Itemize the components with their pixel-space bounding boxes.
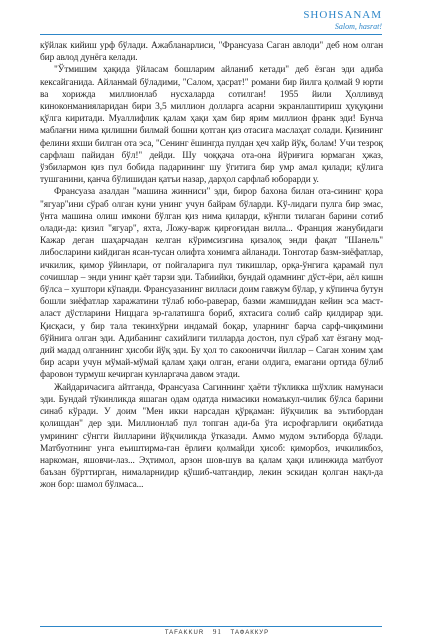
page-number: 91 (212, 628, 222, 636)
footer-rule (40, 626, 382, 627)
footer-magazine-latin: TAFAKKUR (164, 630, 205, 636)
paragraph: Жайдаричасига айтганда, Франсуаза Сагиннинг ҳаёти тўкликка шўхлик намунаси эди. Бундай тўкинликда яшаган одам одатда нимасики номаъкул-чилик бўлса барини синаб кўради. У доим "Мен икки нарсадан қўрқаман: йўқчилик ва эътибордан қолишдан" дер эди. Миллионлаб пул топган ади-ба ўта исрофгарлиги оқибатида умрининг сўнгги йилларини йўқчиликда ўтказади. Аммо мудом эътиборда бўлади. Матбуотнинг унга еъиштирма-ган ёрлиғи қолмайди ҳисоб: қиморбоз, ичкиликбоз, наркоман, яшовчи-лаз... Эҳтимол, арзон шов-шув ва қалам ҳақи илинжида матбуот баъзан бўрттирган, нималарнидир қўшиб-чатгандир, лекин эскидан қолган нақл-да жон бор: шамол бўлмаса... (40, 382, 383, 491)
paragraph: кўйлак кийиш урф бўлади. Ажабланарлиси, "Франсуаза Саган авлоди" деб ном олган бир авлод дунёга келади. (40, 41, 383, 64)
section-subtitle: Salom, hasrat! (334, 22, 382, 31)
article-body (40, 40, 383, 492)
running-footer (0, 629, 434, 636)
section-title: SHOHSANAM (303, 9, 382, 21)
header-rule (40, 34, 382, 35)
running-header (303, 10, 382, 31)
paragraph: Франсуаза азалдан "машина жинниси" эди, бирор бахона билан ота-сининг қора "ягуар"ини сўраб олган куни унинг учун байрам бўларди. Кў-лидаги пулга бир эмас, ўнта машина олиш имкони бўлган қиз нима қиларди, кўнгли тилаган барини сотиб олади-да: қизил "ягуар", яхта, Ложу-варж қирғоғидан вилла... Франция жанубидаги Кажар деган шаҳарчадан келган кўримсизгина қизалоқ энди фақат "Шанель" либосларини кийдиган ясан-тусан олифта хонимга айланади. Тонготар базм-зиёфатлар, ичкилик, қимор ўйинлари, от пойгаларига пул тикишлар, орқа-ўнгига қарамай пул сочишлар – энди унинг қаёт тарзи эди. Табиийки, бундай одамнинг дўст-ёри, аёл кишн бўлса – хуштори кўпаяди. Франсуазанинг вилласи доим гавжум бўлар, у кўпинча бутун бошли зиёфатлар харажатини тўлаб юбо-раверар, базми жамшиддан кейин эса маст-аласт дўстларини Ниццага эр-галатишга бориб, яхтасига солиб сайр қилдирар эди. Қисқаси, у бир тала текинхўрни индамай боқар, уларнинг барча сарф-чиқимини бўйнига олган эди. Адибанинг сахийлиги тилларда достон, пул сўраб хат ёзгану мод-дий мадад олганнинг ҳисоби йўқ эди. Бу ҳол то сакоониччи йиллар – Саган хоним ҳам бир асари учун мўмай-мўмай қалам ҳақи олган, егани олдига, емагани ортида бўлиб фаровон турмуш кечирган кунларгача давом этади. (40, 187, 383, 381)
paragraph: "Ўтмишим ҳақида ўйласам бошларим айланиб кетади" деб ёзган эди адиба кексайганида. Айланмай бўладими, "Салом, ҳасрат!" романи бир йилга қолмай 9 юрти ва хорижда миллионлаб нусхаларда сотилган! 1955 йили Ҳолливуд киноконманияларидан бири 3,5 миллион долларга асарни экранлаштириш ҳуқуқини қўлга киритади. Муаллифлик қалам ҳақи ҳам бир ярим миллион франк эди! Бунча маблағни нима қилишни билмай бошни қотган қиз отасига маслаҳат солади. Қизининг фелини яхши билган ота эса, "Сенинг ёшингда пулдан ҳеч хайр йўқ, болам! Учи тезроқ сарфлаш пайидан бўл!" дейди. Шу чоққача ота-она йўриғига юрмаган ҳжаз, ўзбилармон қиз пул бобида падарининг шу ўгитига бир умр амал қилади; қўлига тушганини, қанча бўлишидан қатъи назар, дарҳол сарфлаб юборарди у. (40, 65, 383, 186)
footer-magazine-cyrillic: ТАФАККУР (230, 630, 270, 636)
